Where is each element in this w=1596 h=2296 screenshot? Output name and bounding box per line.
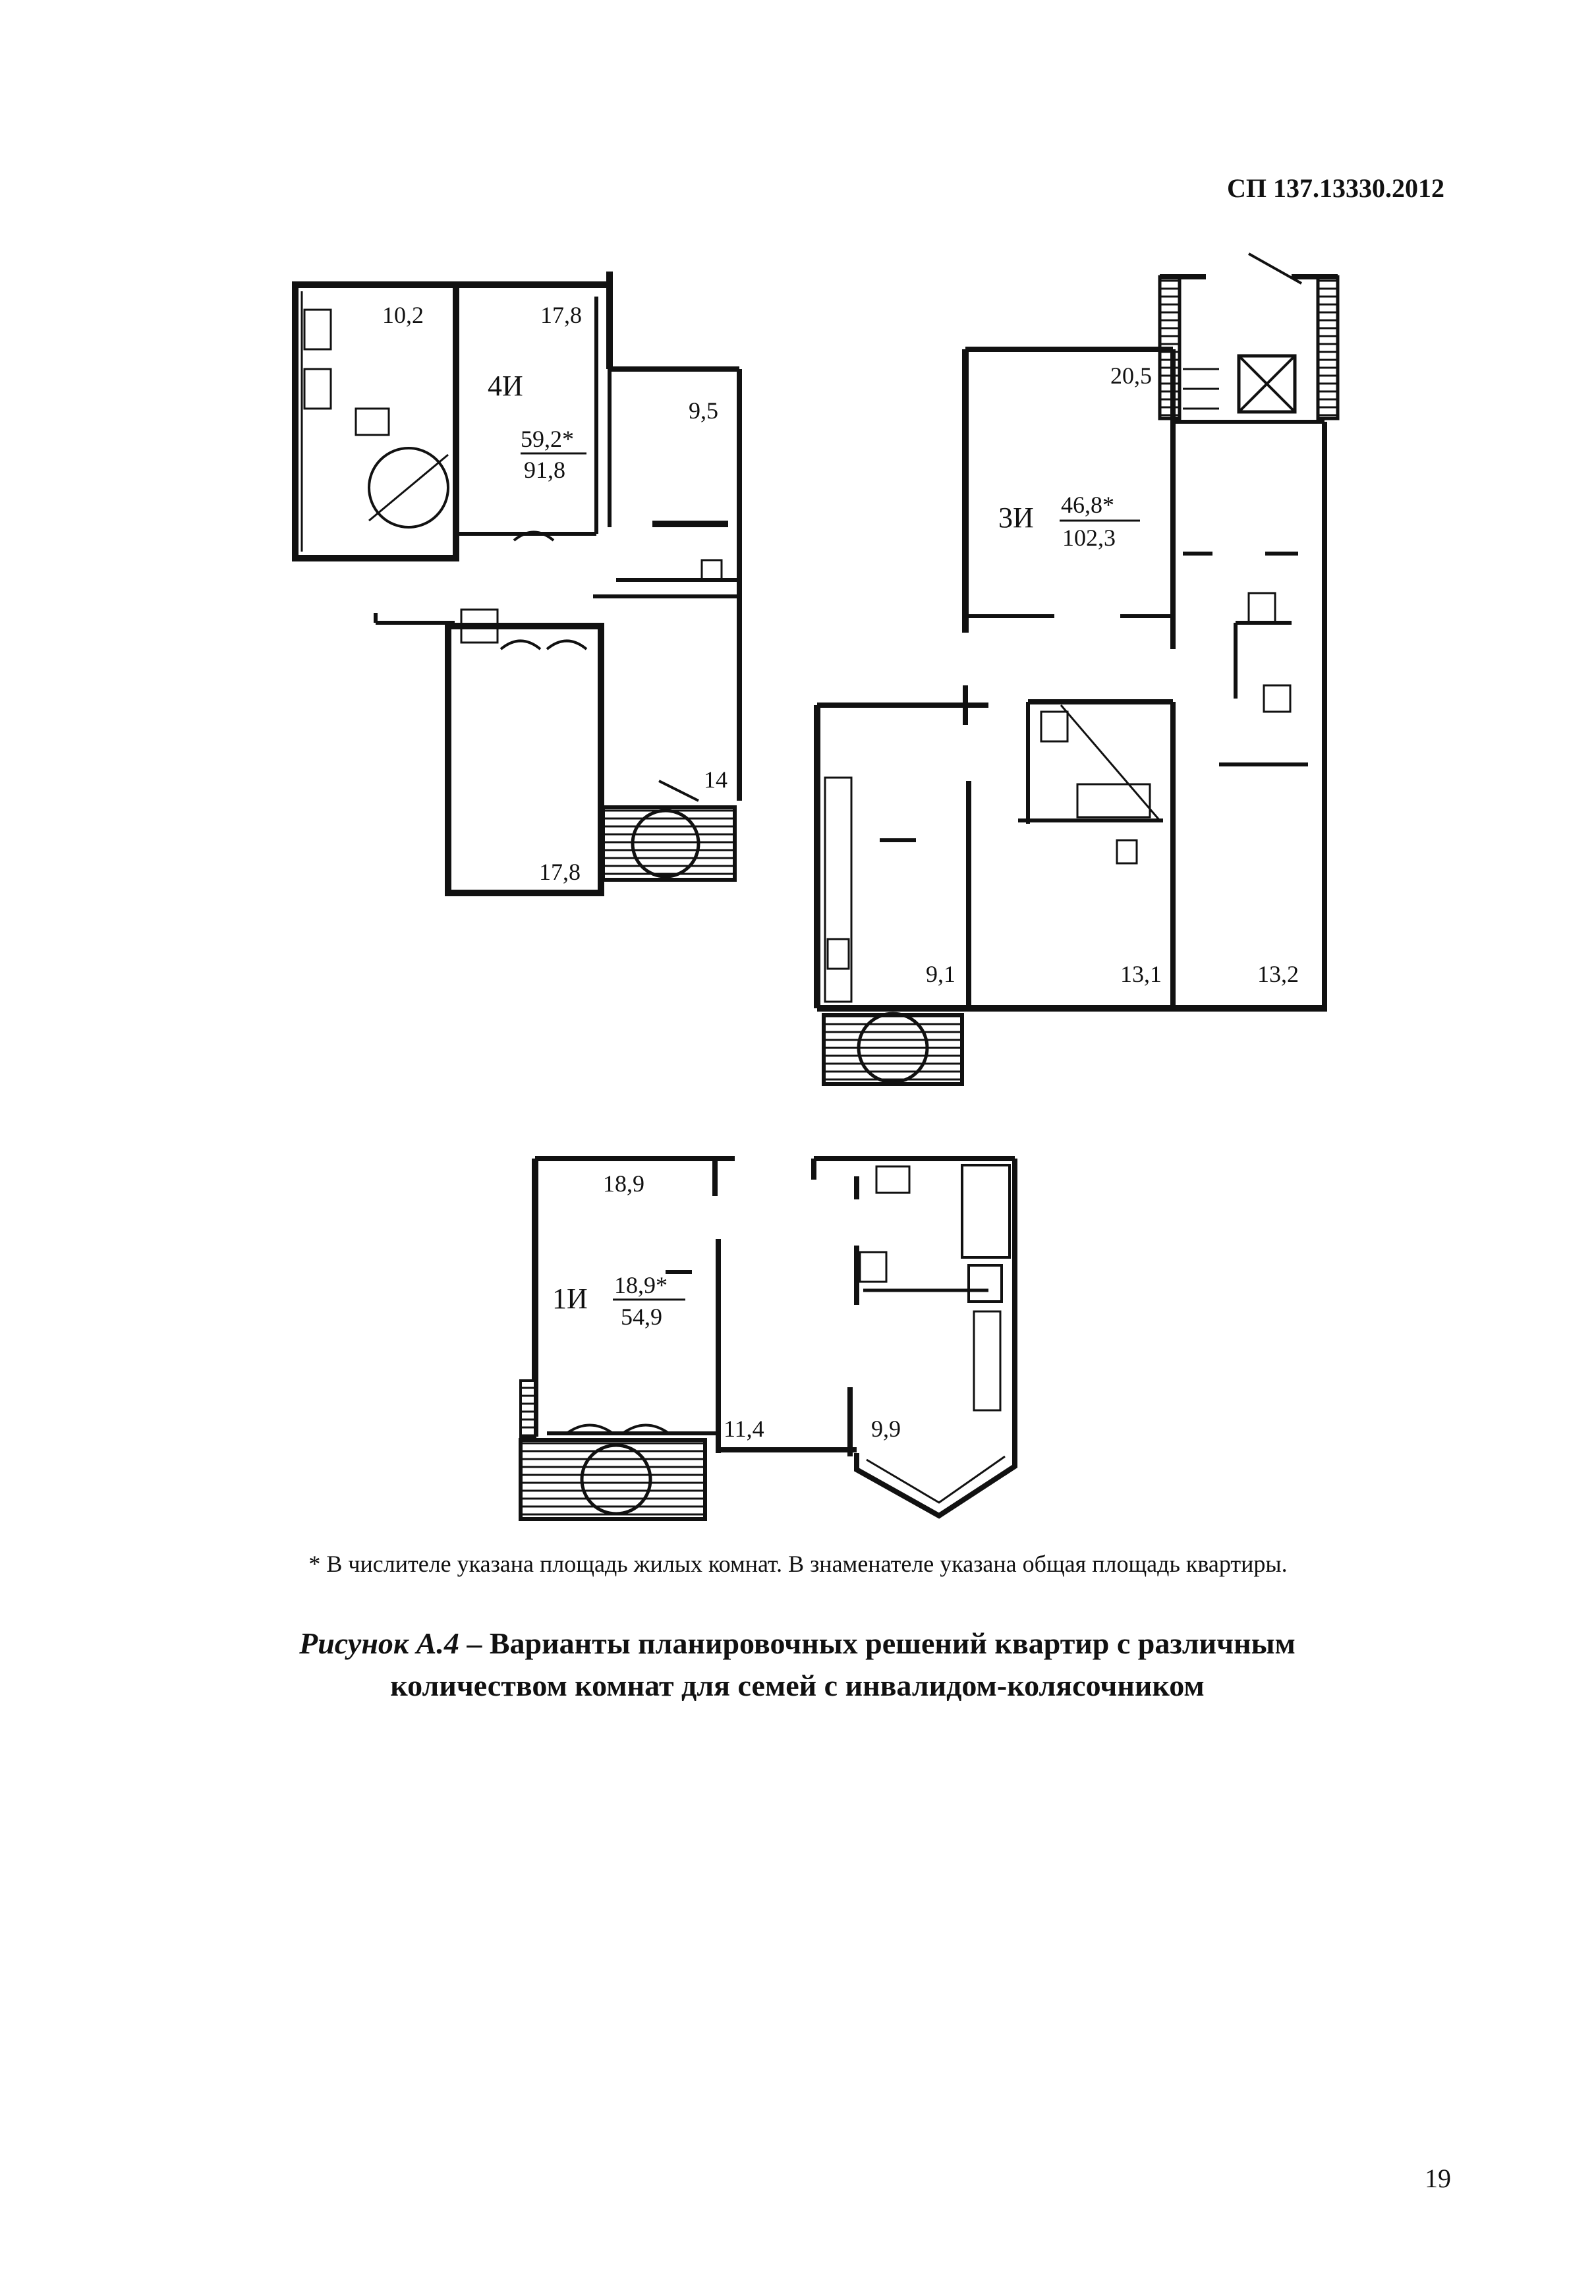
plan-3i-total-area: 102,3: [1062, 525, 1116, 551]
plan-3i: [817, 254, 1338, 1084]
plan-4i-total-area: 91,8: [524, 457, 565, 483]
plan-1i-type-label: 1И: [552, 1282, 588, 1315]
plan-4i-room-area: 17,8: [540, 302, 582, 328]
caption-dash: –: [459, 1626, 490, 1660]
plan-3i-room-area: 13,1: [1120, 961, 1162, 987]
plan-3i-room-area: 20,5: [1110, 362, 1152, 389]
page-number: 19: [1425, 2164, 1451, 2193]
plan-1i-room-area: 18,9: [603, 1170, 644, 1197]
plan-1i-room-area: 11,4: [724, 1416, 764, 1442]
figure-title: Варианты планировочных решений квартир с различным количеством комнат для семей с инвалидом-колясочником: [390, 1626, 1296, 1702]
plan-4i-living-area: 59,2*: [521, 426, 574, 452]
plan-1i: [521, 1159, 1015, 1519]
plan-3i-room-area: 9,1: [926, 961, 955, 987]
plan-4i: [295, 272, 739, 893]
plan-3i-living-area: 46,8*: [1061, 492, 1114, 518]
plan-1i-total-area: 54,9: [621, 1304, 662, 1330]
plan-3i-room-area: 13,2: [1257, 961, 1299, 987]
plan-4i-room-area: 9,5: [689, 397, 718, 424]
plan-3i-type-label: 3И: [998, 502, 1034, 534]
footnote: * В числителе указана площадь жилых комнат. В знаменателе указана общая площадь квартиры.: [308, 1551, 1288, 1577]
plan-1i-living-area: 18,9*: [614, 1272, 668, 1298]
plan-4i-room-area: 17,8: [539, 859, 581, 885]
plan-1i-room-area: 9,9: [871, 1416, 901, 1442]
document-code: СП 137.13330.2012: [1227, 173, 1444, 203]
plan-4i-type-label: 4И: [488, 370, 523, 402]
plan-4i-room-area: 10,2: [382, 302, 424, 328]
figure-caption: [237, 1622, 1357, 1707]
plan-4i-room-area: 14: [704, 766, 727, 793]
figure-label: Рисунок А.4: [299, 1626, 459, 1660]
